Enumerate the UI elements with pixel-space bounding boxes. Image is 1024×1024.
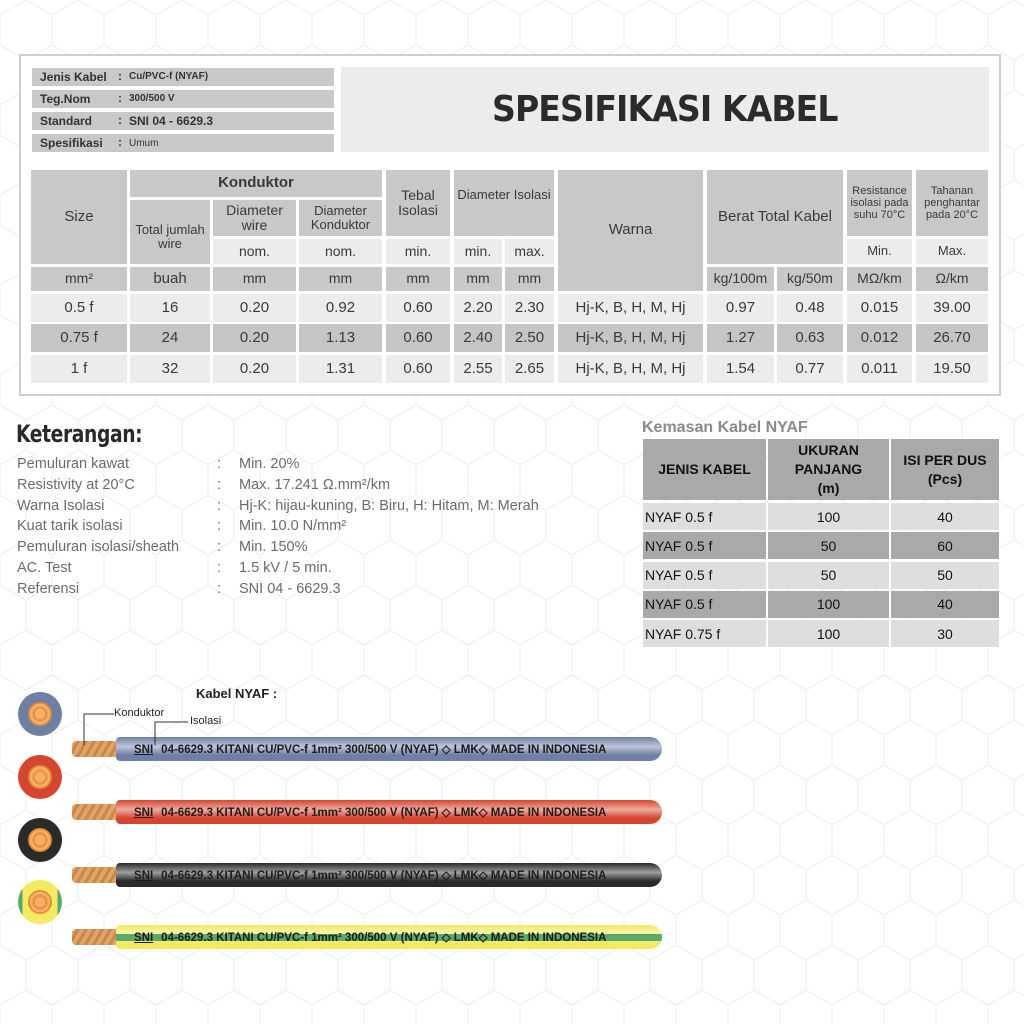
subheader-di-max: max.: [505, 239, 554, 264]
keterangan-item: [17, 539, 617, 559]
kemasan-cell-isi: 30: [891, 620, 999, 647]
page-title: SPESIFIKASI KABEL: [492, 89, 838, 130]
kemasan-cell-jenis: NYAF 0.5 f: [643, 562, 766, 589]
cable-print-text: 04-6629.3 KITANI CU/PVC-f 1mm² 300/500 V (NYAF) ◇ LMK◇ MADE IN INDONESIA: [161, 744, 607, 756]
cell-total: 32: [130, 355, 210, 383]
header-diameter-isolasi: Diameter Isolasi: [454, 170, 554, 236]
header-tahanan-penghantar: Tahanan penghantar pada 20°C: [916, 170, 988, 236]
info-label: Teg.Nom: [40, 92, 91, 106]
unit-size: mm²: [31, 267, 127, 291]
kemasan-cell-jenis: NYAF 0.75 f: [643, 620, 766, 647]
cell-size: 0.75 f: [31, 324, 127, 352]
cell-size: 1 f: [31, 355, 127, 383]
callout-isolasi: Isolasi: [190, 715, 222, 727]
keterangan-colon: :: [217, 497, 222, 514]
subheader-res-min: Min.: [847, 239, 912, 264]
keterangan-value: Min. 150%: [239, 539, 308, 556]
kemasan-cell-isi: 40: [891, 591, 999, 618]
cell-berat100: 1.54: [707, 355, 774, 383]
unit-berat100: kg/100m: [707, 267, 774, 291]
info-row-spesifikasi: [32, 134, 334, 152]
keterangan-value: SNI 04 - 6629.3: [239, 580, 341, 597]
cell-warna: Hj-K, B, H, M, Hj: [558, 294, 703, 322]
keterangan-colon: :: [217, 476, 222, 493]
keterangan-colon: :: [217, 518, 222, 535]
cell-warna: Hj-K, B, H, M, Hj: [558, 324, 703, 352]
cell-berat50: 0.77: [777, 355, 843, 383]
cable-cross-section-red: [18, 755, 62, 799]
copper-conductor-icon: [72, 929, 118, 945]
cable-print: [116, 805, 606, 819]
keterangan-value: 1.5 kV / 5 min.: [239, 560, 332, 576]
info-colon: :: [118, 91, 122, 105]
cell-tebal: 0.60: [386, 294, 450, 322]
info-colon: :: [118, 135, 122, 149]
cable-print-text: 04-6629.3 KITANI CU/PVC-f 1mm² 300/500 V (NYAF) ◇ LMK◇ MADE IN INDONESIA: [161, 932, 607, 944]
cable-cross-section-yellow-green: [18, 880, 62, 924]
header-diameter-konduktor: Diameter Konduktor: [299, 200, 382, 236]
subheader-di-min: min.: [454, 239, 502, 264]
kemasan-cell-ukuran: 50: [768, 532, 889, 559]
keterangan-item: [17, 518, 617, 538]
cell-tah: 26.70: [916, 324, 988, 352]
cell-dk: 1.31: [299, 355, 382, 383]
cell-tebal: 0.60: [386, 324, 450, 352]
cell-dw: 0.20: [213, 355, 296, 383]
cable-print-text: 04-6629.3 KITANI CU/PVC-f 1mm² 300/500 V (NYAF) ◇ LMK◇ MADE IN INDONESIA: [161, 870, 607, 882]
keterangan-colon: :: [217, 580, 222, 597]
cell-size: 0.5 f: [31, 294, 127, 322]
kemasan-cell-ukuran: 100: [768, 620, 889, 647]
unit-di-min: mm: [454, 267, 502, 291]
cell-tah: 39.00: [916, 294, 988, 322]
cell-dk: 0.92: [299, 294, 382, 322]
header-size: Size: [31, 170, 127, 264]
subheader-dk-nom: nom.: [299, 239, 382, 264]
keterangan-colon: :: [217, 456, 222, 472]
cable-yellow-green: [116, 925, 662, 949]
header-berat-total-kabel: Berat Total Kabel: [707, 170, 843, 264]
unit-tah: Ω/km: [916, 267, 988, 291]
copper-core-icon: [28, 702, 52, 726]
kemasan-cell-ukuran: 100: [768, 591, 889, 618]
cable-print: [116, 930, 606, 944]
keterangan-label: Pemuluran isolasi/sheath: [17, 539, 180, 556]
cable-red: [116, 800, 662, 824]
keterangan-colon: :: [217, 539, 222, 556]
keterangan-title: Keterangan:: [16, 420, 143, 448]
kemasan-cell-jenis: NYAF 0.5 f: [643, 532, 766, 559]
keterangan-item: [17, 456, 617, 476]
subheader-dw-nom: nom.: [213, 239, 296, 264]
kemasan-cell-isi: 50: [891, 562, 999, 589]
copper-core-icon: [28, 828, 52, 852]
unit-res: MΩ/km: [847, 267, 912, 291]
copper-core-icon: [28, 765, 52, 789]
kemasan-header-ukuran: UKURAN PANJANG (m): [768, 439, 889, 500]
subheader-tebal-min: min.: [386, 239, 450, 264]
page-title-box: [341, 67, 989, 152]
cable-print-text: 04-6629.3 KITANI CU/PVC-f 1mm² 300/500 V (NYAF) ◇ LMK◇ MADE IN INDONESIA: [161, 807, 607, 819]
cable-cross-section-black: [18, 818, 62, 862]
info-colon: :: [118, 113, 122, 127]
info-label: Jenis Kabel: [40, 70, 107, 84]
cell-tebal: 0.60: [386, 355, 450, 383]
cell-berat100: 0.97: [707, 294, 774, 322]
keterangan-label: Pemuluran kawat: [17, 456, 130, 472]
cable-cross-section-blue: [18, 692, 62, 736]
cell-di-min: 2.20: [454, 294, 502, 322]
keterangan-label: Warna Isolasi: [17, 497, 105, 514]
info-value: Cu/PVC-f (NYAF): [129, 71, 209, 82]
kemasan-title: Kemasan Kabel NYAF: [642, 419, 808, 436]
cell-res: 0.015: [847, 294, 912, 322]
keterangan-value: Min. 10.0 N/mm²: [239, 518, 347, 535]
cell-total: 24: [130, 324, 210, 352]
cell-warna: Hj-K, B, H, M, Hj: [558, 355, 703, 383]
keterangan-label: Kuat tarik isolasi: [17, 518, 123, 535]
unit-dw: mm: [213, 267, 296, 291]
kemasan-cell-ukuran: 50: [768, 562, 889, 589]
info-row-jenis-kabel: [32, 68, 334, 86]
keterangan-item: [17, 477, 617, 497]
info-row-teg-nom: [32, 90, 334, 108]
cell-dw: 0.20: [213, 324, 296, 352]
info-row-standard: [32, 112, 334, 130]
header-diameter-wire: Diameter wire: [213, 200, 296, 236]
cable-black: [116, 863, 662, 887]
cell-dk: 1.13: [299, 324, 382, 352]
cable-section-title: Kabel NYAF :: [196, 686, 278, 701]
cell-berat100: 1.27: [707, 324, 774, 352]
cell-berat50: 0.48: [777, 294, 843, 322]
kemasan-header-isi: ISI PER DUS (Pcs): [891, 439, 999, 500]
keterangan-value: Min. 20%: [239, 456, 300, 472]
keterangan-label: Referensi: [17, 580, 80, 597]
cell-berat50: 0.63: [777, 324, 843, 352]
keterangan-item: [17, 581, 617, 601]
info-value: 300/500 V: [129, 93, 175, 104]
header-tebal-isolasi: Tebal Isolasi: [386, 170, 450, 236]
copper-conductor-icon: [72, 804, 118, 820]
info-colon: :: [118, 69, 122, 83]
unit-tebal: mm: [386, 267, 450, 291]
cell-di-min: 2.55: [454, 355, 502, 383]
header-resistance-isolasi: Resistance isolasi pada suhu 70°C: [847, 170, 912, 236]
sni-mark: SNI: [134, 870, 154, 882]
unit-di-max: mm: [505, 267, 554, 291]
cell-dw: 0.20: [213, 294, 296, 322]
info-value: SNI 04 - 6629.3: [129, 114, 214, 128]
keterangan-value: Hj-K: hijau-kuning, B: Biru, H: Hitam, M: Merah: [239, 497, 539, 514]
sni-mark: SNI: [134, 932, 154, 944]
cell-total: 16: [130, 294, 210, 322]
sni-mark: SNI: [134, 744, 154, 756]
callout-konduktor: Konduktor: [114, 707, 165, 719]
keterangan-label: AC. Test: [17, 560, 72, 576]
unit-berat50: kg/50m: [777, 267, 843, 291]
kemasan-cell-jenis: NYAF 0.5 f: [643, 591, 766, 618]
header-total-jumlah-wire: Total jumlah wire: [130, 200, 210, 264]
info-label: Spesifikasi: [40, 136, 103, 150]
keterangan-colon: :: [217, 560, 222, 576]
cell-res: 0.012: [847, 324, 912, 352]
subheader-tah-max: Max.: [916, 239, 988, 264]
header-warna: Warna: [558, 170, 703, 291]
copper-core-icon: [28, 890, 52, 914]
keterangan-label: Resistivity at 20°C: [17, 476, 135, 493]
cell-di-min: 2.40: [454, 324, 502, 352]
unit-dk: mm: [299, 267, 382, 291]
cable-print: [116, 868, 606, 882]
kemasan-cell-isi: 60: [891, 532, 999, 559]
cell-di-max: 2.30: [505, 294, 554, 322]
keterangan-item: [17, 498, 617, 518]
kemasan-cell-ukuran: 100: [768, 503, 889, 530]
cell-tah: 19.50: [916, 355, 988, 383]
cell-di-max: 2.65: [505, 355, 554, 383]
info-label: Standard: [40, 114, 93, 128]
cell-di-max: 2.50: [505, 324, 554, 352]
keterangan-value: Max. 17.241 Ω.mm²/km: [239, 476, 391, 493]
keterangan-item: [17, 560, 617, 580]
info-value: Umum: [129, 138, 159, 149]
sni-mark: SNI: [134, 807, 154, 819]
kemasan-cell-jenis: NYAF 0.5 f: [643, 503, 766, 530]
header-konduktor: Konduktor: [130, 170, 382, 197]
cell-res: 0.011: [847, 355, 912, 383]
kemasan-cell-isi: 40: [891, 503, 999, 530]
kemasan-header-jenis: JENIS KABEL: [643, 439, 766, 500]
copper-conductor-icon: [72, 867, 118, 883]
unit-total: buah: [130, 267, 210, 291]
